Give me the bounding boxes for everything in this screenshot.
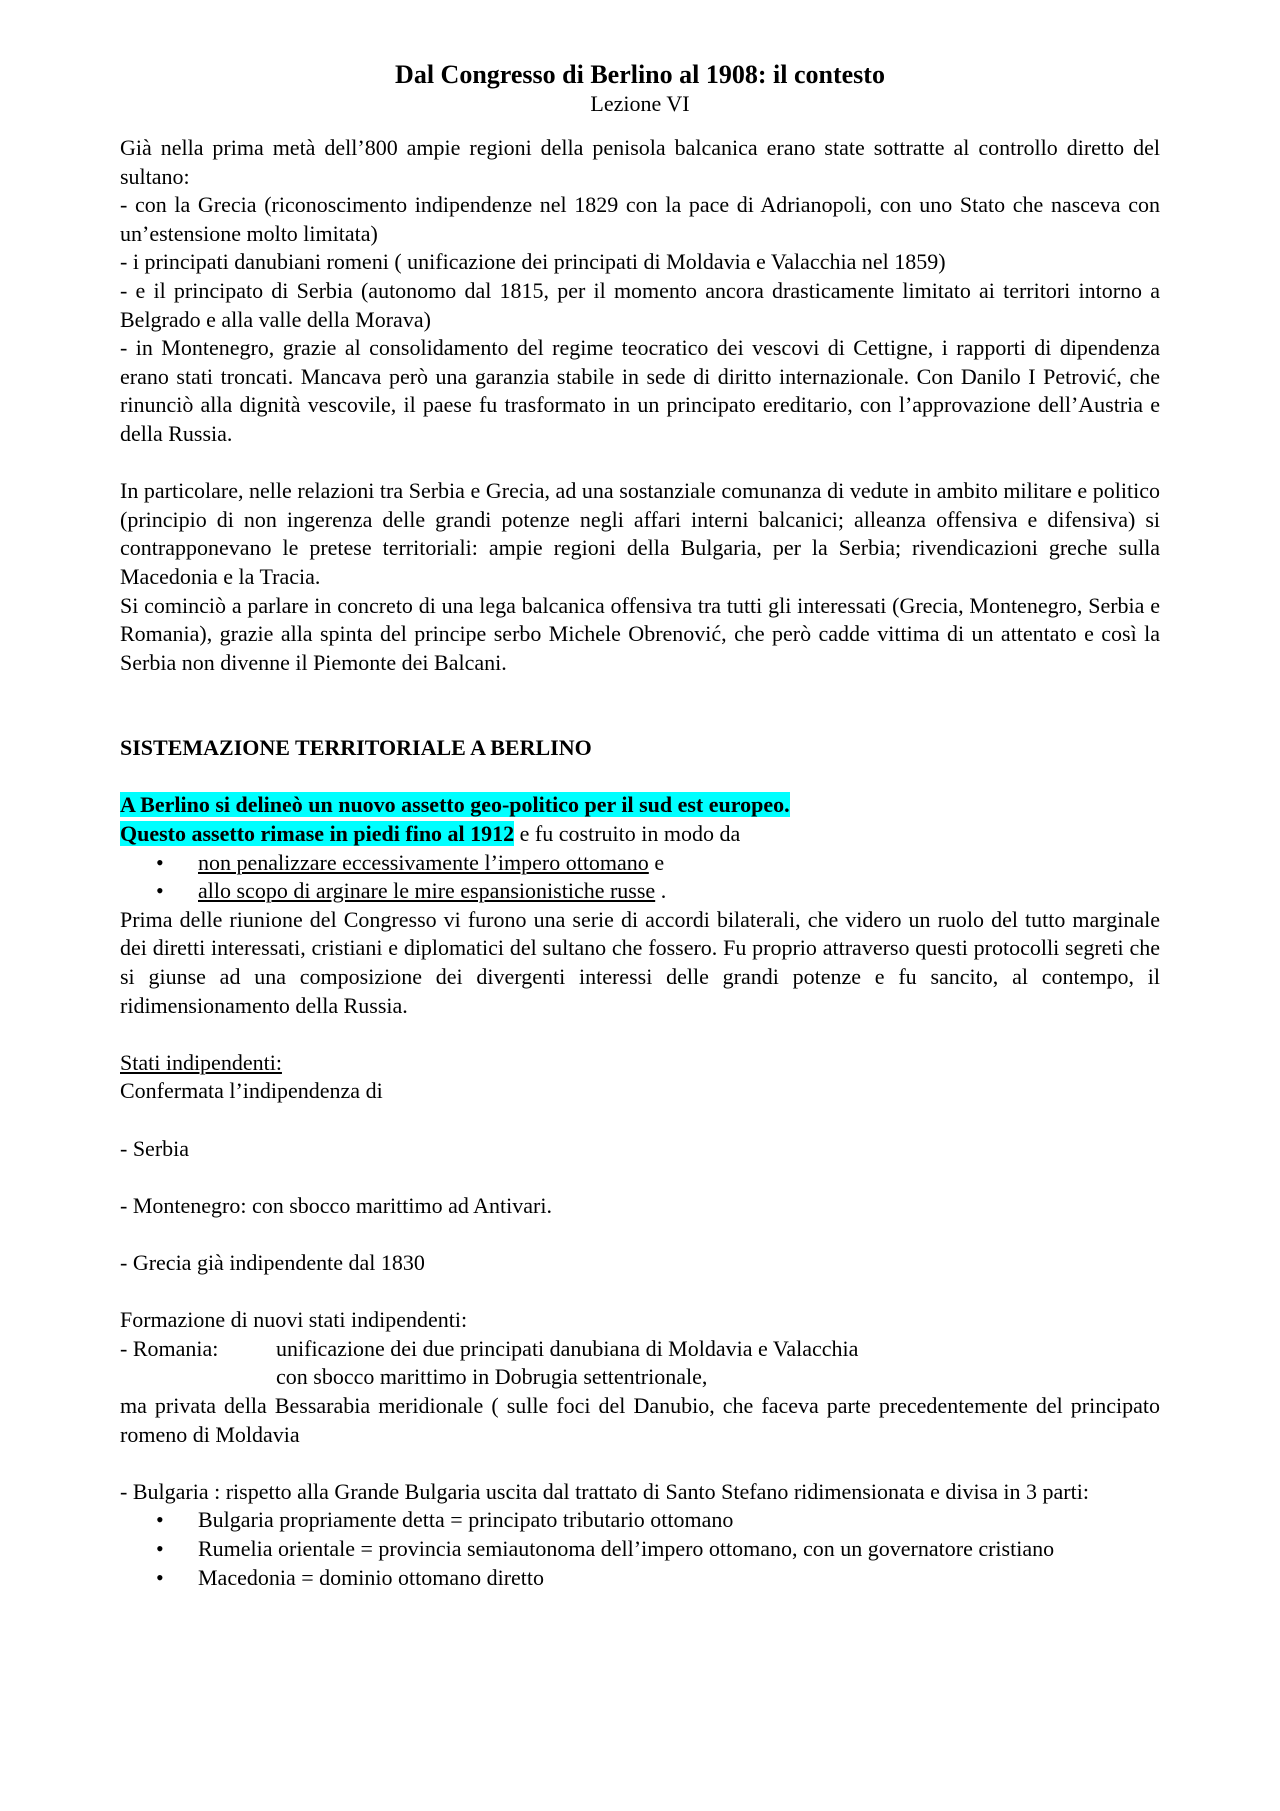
list-item [156,1564,1160,1593]
list-item [156,1535,1160,1564]
independent-label-text: Stati indipendenti: [120,1049,282,1075]
bullet-text-ottoman: non penalizzare eccessivamente l’impero ottomano [198,849,649,875]
independent-states-label [120,1049,1160,1078]
list-item [156,849,1160,878]
bullet-tail: . [655,878,667,904]
highlighted-text-2: Questo assetto rimase in piedi fino al 1912 [120,821,515,847]
bullet-tail: e [648,849,665,875]
bulgaria-list [120,1506,1160,1592]
relations-paragraph: In particolare, nelle relazioni tra Serbia e Grecia, ad una sostanziale comunanza di vedute in ambito militare e politico (principio di non ingerenza delle grandi potenze negli affari interni balcanici; alleanza offensiva e difensiva) si contrapponevano le pretese territoriali: ampie regioni della Bulgaria, per la Serbia; rivendicazioni greche sulla Macedonia e la Tracia. [120,478,1160,589]
bullet-icon: • [156,849,164,875]
state-serbia: - Serbia [120,1135,190,1161]
confirmed-independence: Confermata l’indipendenza di [120,1078,383,1104]
section-heading: SISTEMAZIONE TERRITORIALE A BERLINO [120,735,592,761]
list-item [156,877,1160,906]
balkan-league-paragraph: Si cominciò a parlare in concreto di una lega balcanica offensiva tra tutti gli interessati (Grecia, Montenegro, Serbia e Romania), grazie alla spinta del principe serbo Michele Obrenović, che però cadde vittima di un attentato e così la Serbia non divenne il Piemonte dei Balcani. [120,592,1160,675]
highlight-line-2 [120,820,1160,849]
highlight-continuation: e fu costruito in modo da [514,821,741,847]
romania-line-3: ma privata della Bessarabia meridionale ( sulle foci del Danubio, che faceva parte precedentemente del principato romeno di Moldavia [120,1392,1160,1447]
new-states-label: Formazione di nuovi stati indipendenti: [120,1307,468,1333]
highlight-line-1 [120,791,1160,820]
bulgaria-item-2: Rumelia orientale = provincia semiautonoma dell’impero ottomano, con un governatore cristiano [198,1535,1055,1561]
intro-item-montenegro: - in Montenegro, grazie al consolidamento del regime teocratico dei vescovi di Cettigne, i rapporti di dipendenza erano stati troncati. Mancava però una garanzia stabile in sede di diritto internazionale. Con Danilo I Petrović, che rinunciò alla dignità vescovile, il paese fu trasformato in un principato ereditario, con l’approvazione dell’Austria e della Russia. [120,335,1160,446]
romania-line-2: con sbocco marittimo in Dobrugia settentrionale, [276,1364,708,1390]
bullet-text-russia: allo scopo di arginare le mire espansionistiche russe [198,878,656,904]
list-item [156,1506,1160,1535]
bullet-icon: • [156,1535,164,1561]
romania-label: - Romania: [120,1335,219,1361]
state-montenegro: - Montenegro: con sbocco marittimo ad Antivari. [120,1192,552,1218]
romania-row [120,1335,1160,1364]
bullet-icon: • [156,1507,164,1533]
bulgaria-item-1: Bulgaria propriamente detta = principato tributario ottomano [198,1507,734,1533]
bullet-icon: • [156,878,164,904]
bullet-icon: • [156,1564,164,1590]
intro-item-grecia: - con la Grecia (riconoscimento indipendenze nel 1829 con la pace di Adrianopoli, con uno Stato che nasceva con un’estensione molto limitata) [120,192,1160,246]
document-body [120,60,1160,1592]
purpose-list [120,849,1160,906]
page-title: Dal Congresso di Berlino al 1908: il contesto [395,60,885,89]
accords-paragraph: Prima delle riunione del Congresso vi furono una serie di accordi bilaterali, che videro un ruolo del tutto marginale dei diretti interessati, cristiani e diplomatici del sultano che fossero. Fu proprio attraverso questi protocolli segreti che si giunse ad una composizione dei divergenti interessi delle grandi potenze e fu sancito, al contempo, il ridimensionamento della Russia. [120,906,1160,1018]
bulgaria-item-3: Macedonia = dominio ottomano diretto [198,1564,545,1590]
bulgaria-intro: - Bulgaria : rispetto alla Grande Bulgaria uscita dal trattato di Santo Stefano ridimensionata e divisa in 3 parti: [120,1478,1089,1504]
state-grecia: - Grecia già indipendente dal 1830 [120,1249,425,1275]
romania-line-1: unificazione dei due principati danubiana di Moldavia e Valacchia [276,1335,859,1361]
page-subtitle: Lezione VI [590,91,690,116]
intro-item-serbia: - e il principato di Serbia (autonomo dal 1815, per il momento ancora drasticamente limitato ai territori intorno a Belgrado e alla valle della Morava) [120,277,1160,332]
intro-paragraph: Già nella prima metà dell’800 ampie regioni della penisola balcanica erano state sottratte al controllo diretto del sultano: [120,135,1160,189]
intro-item-romania: - i principati danubiani romeni ( unificazione dei principati di Moldavia e Valacchia nel 1859) [120,249,946,275]
highlighted-text-1: A Berlino si delineò un nuovo assetto geo-politico per il sud est europeo. [120,792,790,818]
